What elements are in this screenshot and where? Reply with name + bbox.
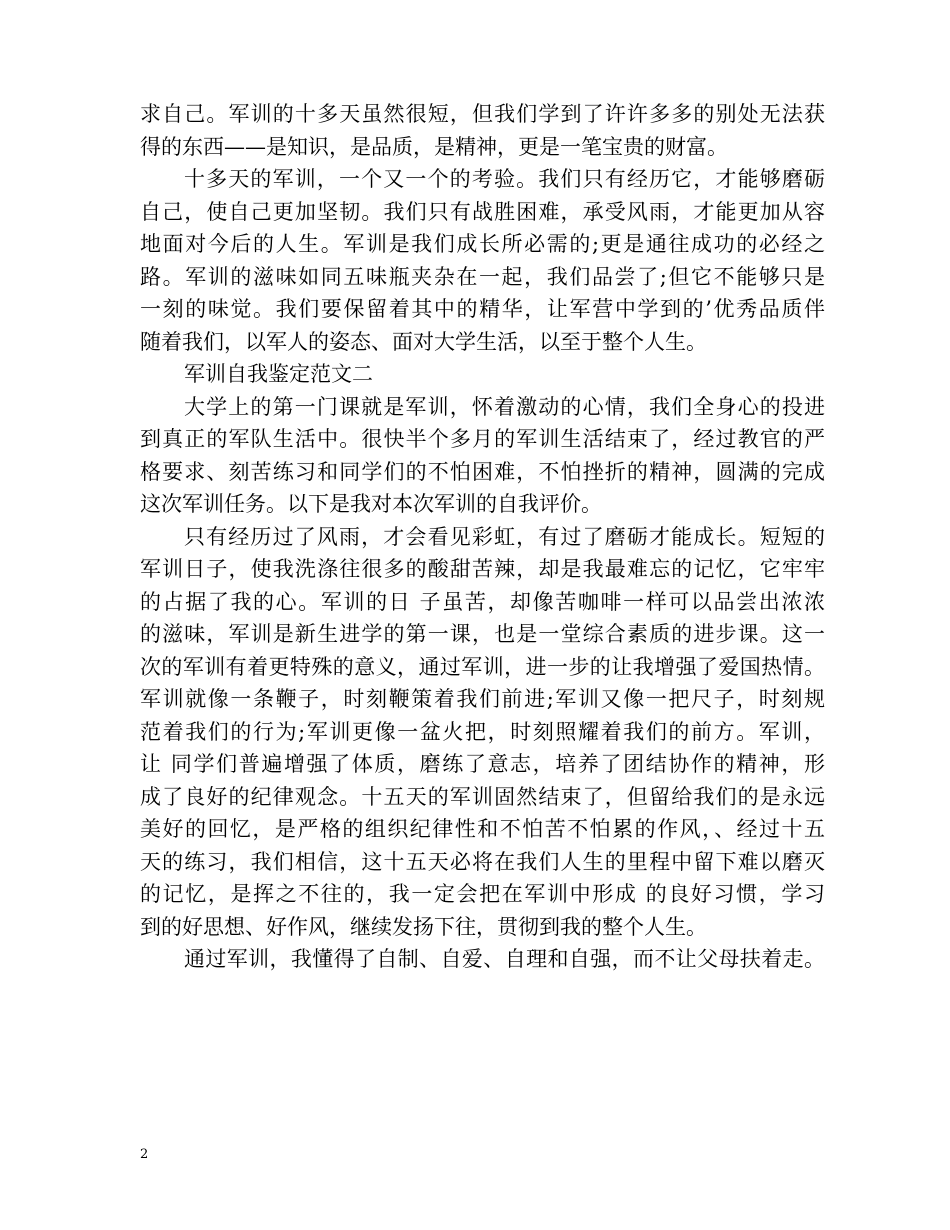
text-line: 的记忆，是挥之不往的，我一定会把在军训中形成 的良好习惯，学习 (140, 882, 825, 906)
paragraph-start-line: 十多天的军训，一个又一个的考验。我们只有经历它，才能够磨砺 (184, 167, 825, 191)
text-line: 一刻的味觉。我们要保留着其中的精华，让军营中学到的’优秀品质伴 (140, 297, 825, 321)
text-line: 得的东西——是知识，是品质，是精神，更是一笔宝贵的财富。 (140, 134, 728, 159)
text-line: 美好的回忆，是严格的组织纪律性和不怕苦不怕累的作风，、经过十五 (140, 817, 825, 841)
text-line: 成了良好的纪律观念。十五天的军训固然结束了，但留给我们的是永远 (140, 784, 825, 809)
text-line: 随着我们，以军人的姿态、面对大学生活，以至于整个人生。 (140, 329, 707, 354)
text-line: 天的练习，我们相信，这十五天必将在我们人生的里程中留下难以磨灭 (140, 849, 825, 874)
paragraph-start-line: 通过军训，我懂得了自制、自爱、自理和自强，而不让父母扶着走。 (184, 947, 825, 971)
text-line: 自己，使自己更加坚韧。我们只有战胜困难，承受风雨，才能更加从容 (140, 199, 825, 224)
text-line: 军训日子，使我洗涤往很多的酸甜苦辣，却是我最难忘的记忆，它牢牢 (140, 557, 825, 581)
paragraph-start-line: 只有经历过了风雨，才会看见彩虹，有过了磨砺才能成长。短短的 (184, 524, 825, 549)
text-line: 范着我们的行为;军训更像一盆火把，时刻照耀着我们的前方。军训， (140, 719, 825, 744)
page-number: 2 (140, 1147, 149, 1162)
section-heading: 军训自我鉴定范文二 (184, 362, 373, 386)
text-line: 格要求、刻苦练习和同学们的不怕困难，不怕挫折的精神，圆满的完成 (140, 459, 825, 484)
text-line: 的滋味，军训是新生进学的第一课，也是一堂综合素质的进步课。这一 (140, 622, 825, 646)
body-text (140, 98, 825, 976)
text-line: 到真正的军队生活中。很快半个多月的军训生活结束了，经过教官的严 (140, 427, 825, 451)
paragraph-start-line: 大学上的第一门课就是军训，怀着激动的心情，我们全身心的投进 (184, 394, 825, 419)
text-line: 求自己。军训的十多天虽然很短，但我们学到了许许多多的别处无法获 (140, 102, 825, 126)
text-line: 路。军训的滋味如同五味瓶夹杂在一起，我们品尝了;但它不能够只是 (140, 264, 825, 289)
text-line: 让 同学们普遍增强了体质，磨练了意志，培养了团结协作的精神，形 (140, 752, 825, 776)
text-line: 军训就像一条鞭子，时刻鞭策着我们前进;军训又像一把尺子，时刻规 (140, 687, 825, 711)
text-line: 的占据了我的心。军训的日 子虽苦，却像苦咖啡一样可以品尝出浓浓 (140, 589, 825, 614)
text-line: 地面对今后的人生。军训是我们成长所必需的;更是通往成功的必经之 (140, 232, 825, 256)
text-line: 到的好思想、好作风，继续发扬下往，贯彻到我的整个人生。 (140, 914, 707, 939)
text-line: 这次军训任务。以下是我对本次军训的自我评价。 (140, 492, 602, 516)
text-line: 次的军训有着更特殊的意义，通过军训，进一步的让我增强了爱国热情。 (140, 654, 825, 679)
